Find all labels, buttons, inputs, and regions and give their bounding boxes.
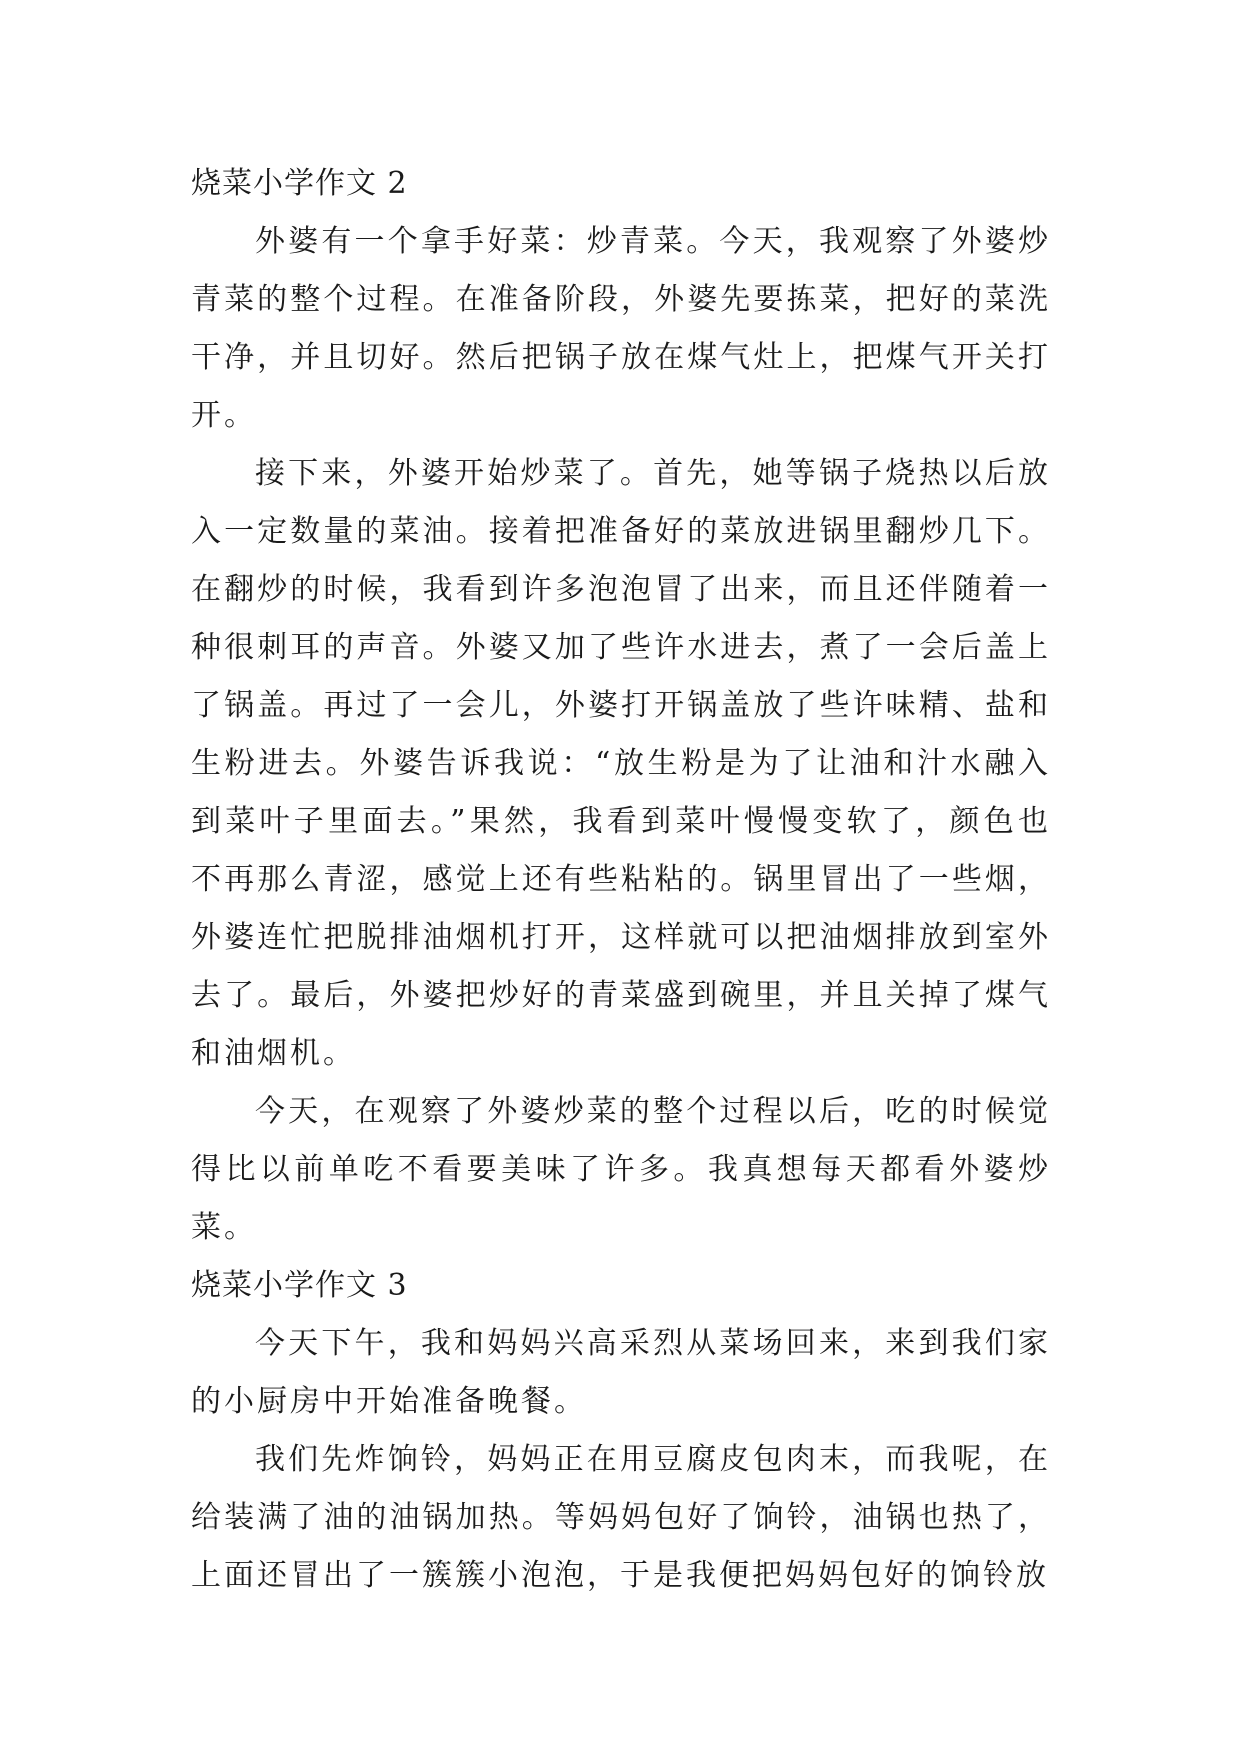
section-title-2: 烧菜小学作文 2 [191, 166, 408, 201]
paragraph: 今天，在观察了外婆炒菜的整个过程以后，吃的时候觉得比以前单吃不看要美味了许多。我真想每天都看外婆炒菜。 [191, 1094, 1051, 1245]
paragraph: 今天下午，我和妈妈兴高采烈从菜场回来，来到我们家的小厨房中开始准备晚餐。 [191, 1326, 1051, 1419]
paragraph: 接下来，外婆开始炒菜了。首先，她等锅子烧热以后放入一定数量的菜油。接着把准备好的菜放进锅里翻炒几下。在翻炒的时候，我看到许多泡泡冒了出来，而且还伴随着一种很刺耳的声音。外婆又加了些许水进去，煮了一会后盖上了锅盖。再过了一会儿，外婆打开锅盖放了些许味精、盐和生粉进去。外婆告诉我说：“放生粉是为了让油和汁水融入到菜叶子里面去。”果然，我看到菜叶慢慢变软了，颜色也不再那么青涩，感觉上还有些粘粘的。锅里冒出了一些烟，外婆连忙把脱排油烟机打开，这样就可以把油烟排放到室外去了。最后，外婆把炒好的青菜盛到碗里，并且关掉了煤气和油烟机。 [191, 456, 1051, 1071]
section-title-3: 烧菜小学作文 3 [191, 1268, 408, 1303]
paragraph: 外婆有一个拿手好菜：炒青菜。今天，我观察了外婆炒青菜的整个过程。在准备阶段，外婆先要拣菜，把好的菜洗干净，并且切好。然后把锅子放在煤气灶上，把煤气开关打开。 [191, 224, 1051, 433]
paragraph: 我们先炸饷铃，妈妈正在用豆腐皮包肉末，而我呢，在给装满了油的油锅加热。等妈妈包好了饷铃，油锅也热了，上面还冒出了一簇簇小泡泡，于是我便把妈妈包好的饷铃放 [191, 1442, 1051, 1593]
document-body [191, 155, 1051, 1605]
